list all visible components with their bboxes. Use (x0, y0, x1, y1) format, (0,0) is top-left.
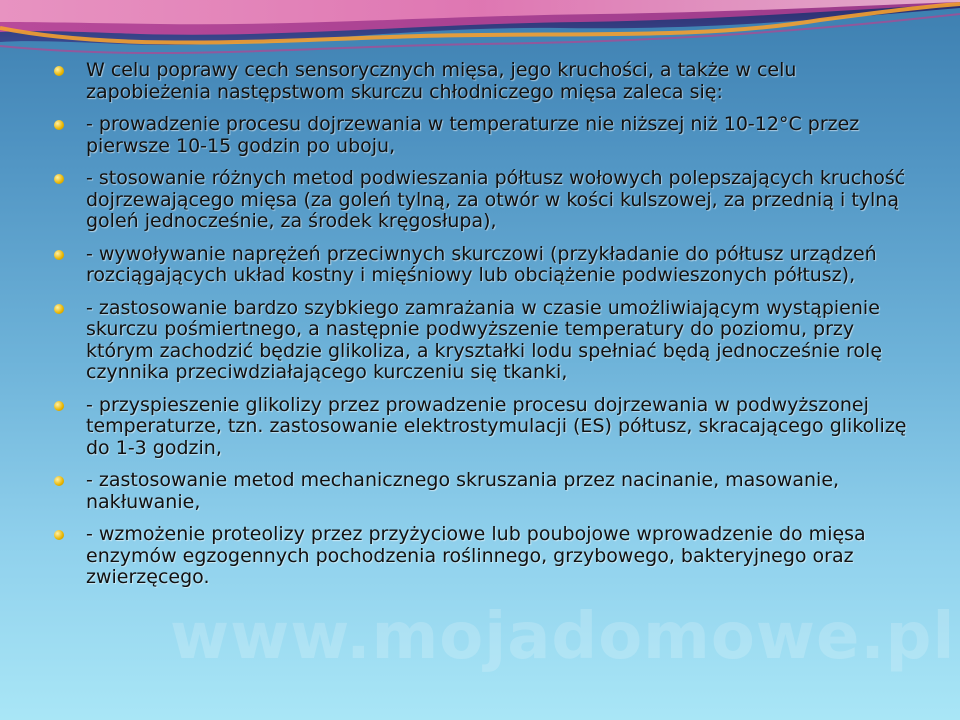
bullet-item (52, 168, 912, 233)
bullet-text: - zastosowanie metod mechanicznego skruszania przez nacinanie, masowanie, nakłuwanie, (86, 469, 840, 513)
bullet-dot-icon (54, 476, 64, 486)
bullet-dot-icon (54, 120, 64, 130)
bullet-item (52, 244, 912, 287)
bullet-dot-icon (54, 66, 64, 76)
bullet-text: W celu poprawy cech sensorycznych mięsa, jego kruchości, a także w celu zapobieżenia następstwom skurczu chłodniczego mięsa zaleca się: (86, 59, 797, 103)
bullet-item (52, 114, 912, 157)
bullet-list (52, 60, 912, 600)
bullet-text: - wzmożenie proteolizy przez przyżyciowe lub poubojowe wprowadzenie do mięsa enzymów egzogennych pochodzenia roślinnego, grzybowego, bakteryjnego oraz zwierzęcego. (86, 523, 866, 588)
bullet-dot-icon (54, 250, 64, 260)
bullet-text: - przyspieszenie glikolizy przez prowadzenie procesu dojrzewania w podwyższonej temperaturze, tzn. zastosowanie elektrostymulacji (ES) półtusz, skracającego glikolizę do 1-3 godzin, (86, 393, 907, 459)
watermark-text: www.mojadomowe.pl (170, 600, 956, 674)
bullet-item (52, 470, 912, 513)
bullet-text: - stosowanie różnych metod podwieszania półtusz wołowych polepszających kruchość dojrzewającego mięsa (za goleń tylną, za otwór w kości kulszowej, za przednią i tylną goleń jednocześnie, za środek kręgosłupa), (86, 167, 906, 232)
bullet-item (52, 524, 912, 589)
bullet-dot-icon (54, 174, 64, 184)
bullet-text: - wywoływanie naprężeń przeciwnych skurczowi (przykładanie do półtusz urządzeń rozciągających układ kostny i mięśniowy lub obciążenie podwieszonych półtusz), (86, 242, 877, 286)
bullet-item (52, 395, 912, 460)
bullet-item (52, 60, 912, 103)
bullet-text: - zastosowanie bardzo szybkiego zamrażania w czasie umożliwiającym wystąpienie skurczu pośmiertnego, a następnie podwyższenie temperatury do poziomu, przy którym zachodzić będzie glikoliza, a kryształki lodu spełniać będą jednocześnie rolę czynnika przeciwdziałającego kurczeniu się tkanki, (86, 296, 883, 383)
bullet-text: - prowadzenie procesu dojrzewania w temperaturze nie niższej niż 10-12°C przez pierwsze 10-15 godzin po uboju, (86, 113, 860, 157)
bullet-item (52, 298, 912, 384)
bullet-dot-icon (54, 530, 64, 540)
bullet-dot-icon (54, 304, 64, 314)
bullet-dot-icon (54, 401, 64, 411)
